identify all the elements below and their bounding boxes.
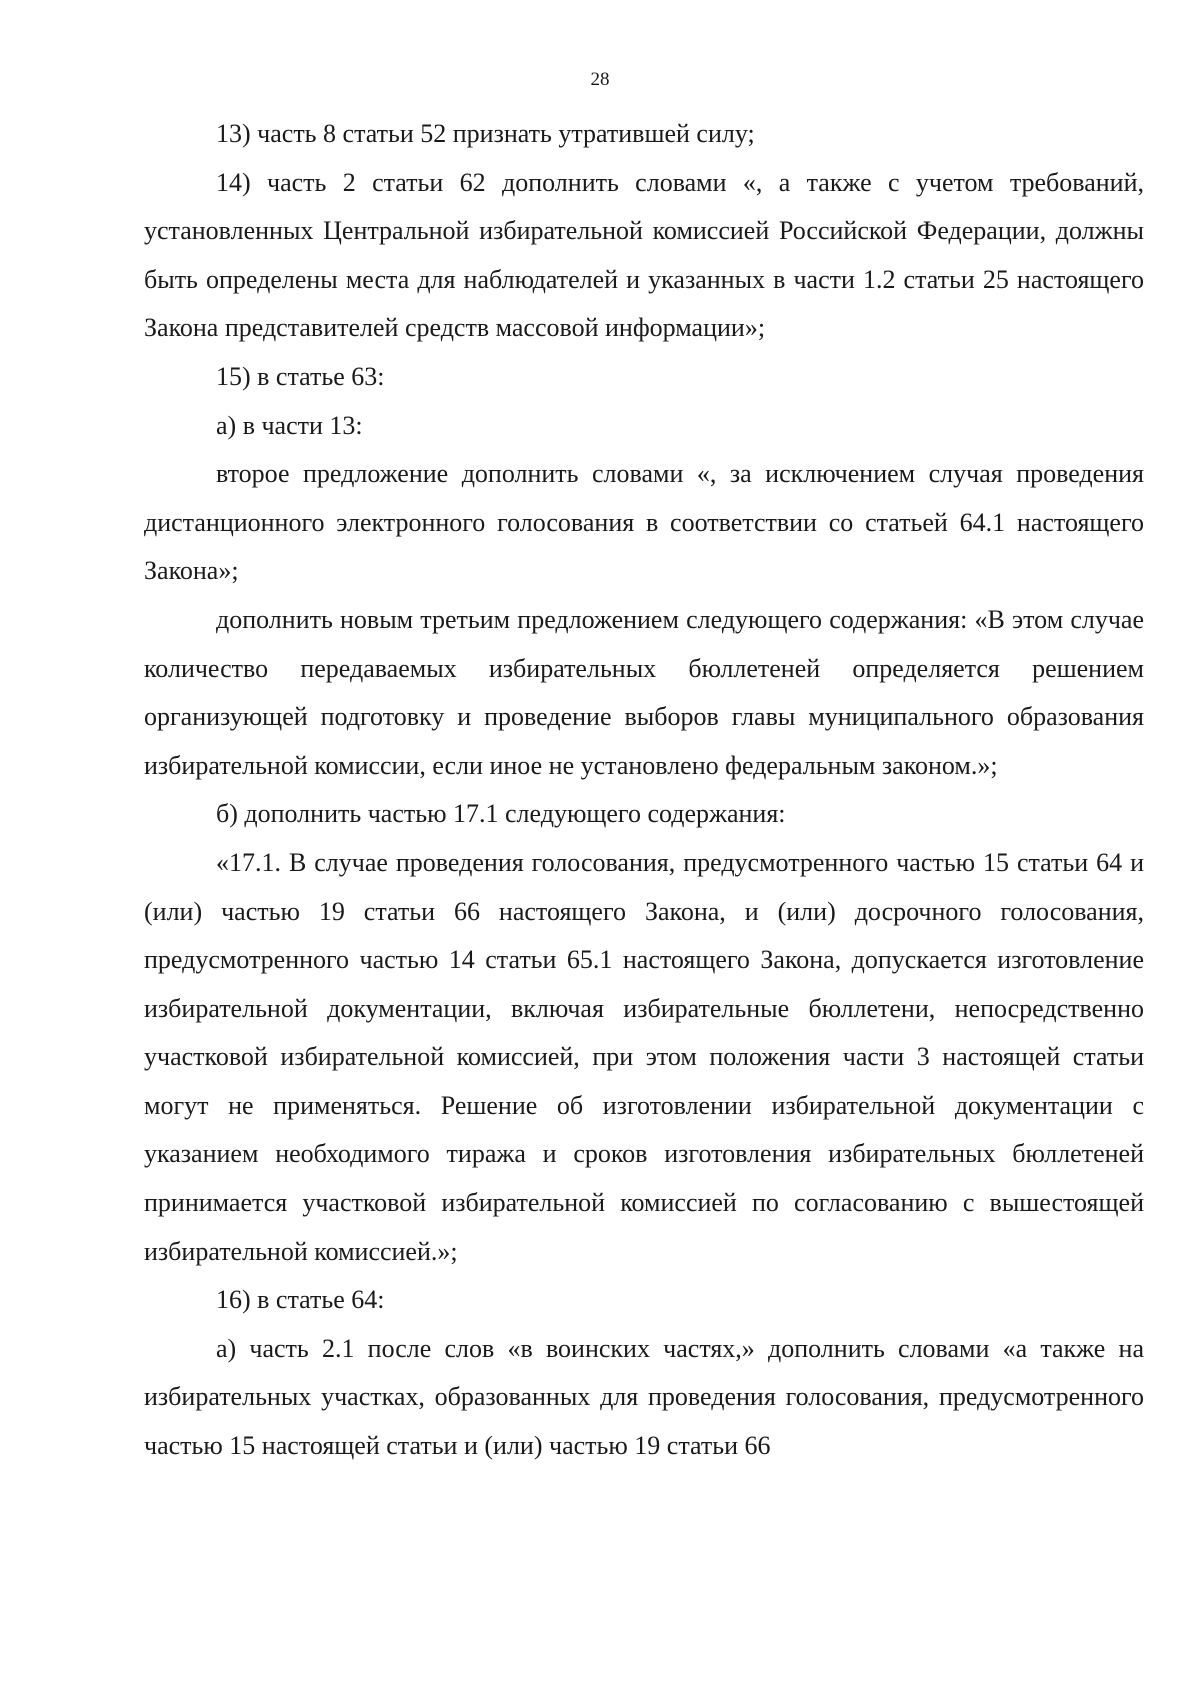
subparagraph-a-part-2-1: а) часть 2.1 после слов «в воинских частях,» дополнить словами «а также на избирательных участках, образованных для проведения голосования, предусмотренного частью 15 настоящей статьи и (или) частью 19 статьи 66 — [144, 1333, 1144, 1461]
amendment-third-sentence: дополнить новым третьим предложением следующего содержания: «В этом случае количество передаваемых избирательных бюллетеней определяется решением организующей подготовку и проведение выборов главы муниципального образования избирательной комиссии, если иное не установлено федеральным законом.»; — [144, 604, 1144, 780]
subparagraph-b-part-17-1: б) дополнить частью 17.1 следующего содержания: — [216, 799, 786, 829]
paragraph-item-13: 13) часть 8 статьи 52 признать утратившей силу; — [216, 119, 755, 148]
paragraph-item-14: 14) часть 2 статьи 62 дополнить словами «, а также с учетом требований, установленных Центральной избирательной комиссией Российской Федерации, должны быть определены места для наблюдателей и указанных в части 1.2 статьи 25 настоящего Закона представителей средств массовой информации»; — [144, 167, 1144, 343]
document-body — [144, 110, 1144, 1471]
quoted-part-17-1: «17.1. В случае проведения голосования, предусмотренного частью 15 статьи 64 и (или) частью 19 статьи 66 настоящего Закона, и (или) досрочного голосования, предусмотренного частью 14 статьи 65.1 настоящего Закона, допускается изготовление избирательной документации, включая избирательные бюллетени, непосредственно участковой избирательной комиссией, при этом положения части 3 настоящей статьи могут не применяться. Решение об изготовлении избирательной документации с указанием необходимого тиража и сроков изготовления избирательных бюллетеней принимается участковой избирательной комиссией по согласованию с вышестоящей избирательной комиссией.»; — [144, 847, 1144, 1266]
paragraph-item-15: 15) в статье 63: — [216, 361, 385, 391]
subparagraph-a-part-13: а) в части 13: — [216, 410, 363, 440]
amendment-second-sentence: второе предложение дополнить словами «, за исключением случая проведения дистанционного электронного голосования в соответствии со статьей 64.1 настоящего Закона»; — [144, 459, 1144, 586]
page-number: 28 — [590, 69, 610, 90]
paragraph-item-16: 16) в статье 64: — [216, 1285, 385, 1315]
